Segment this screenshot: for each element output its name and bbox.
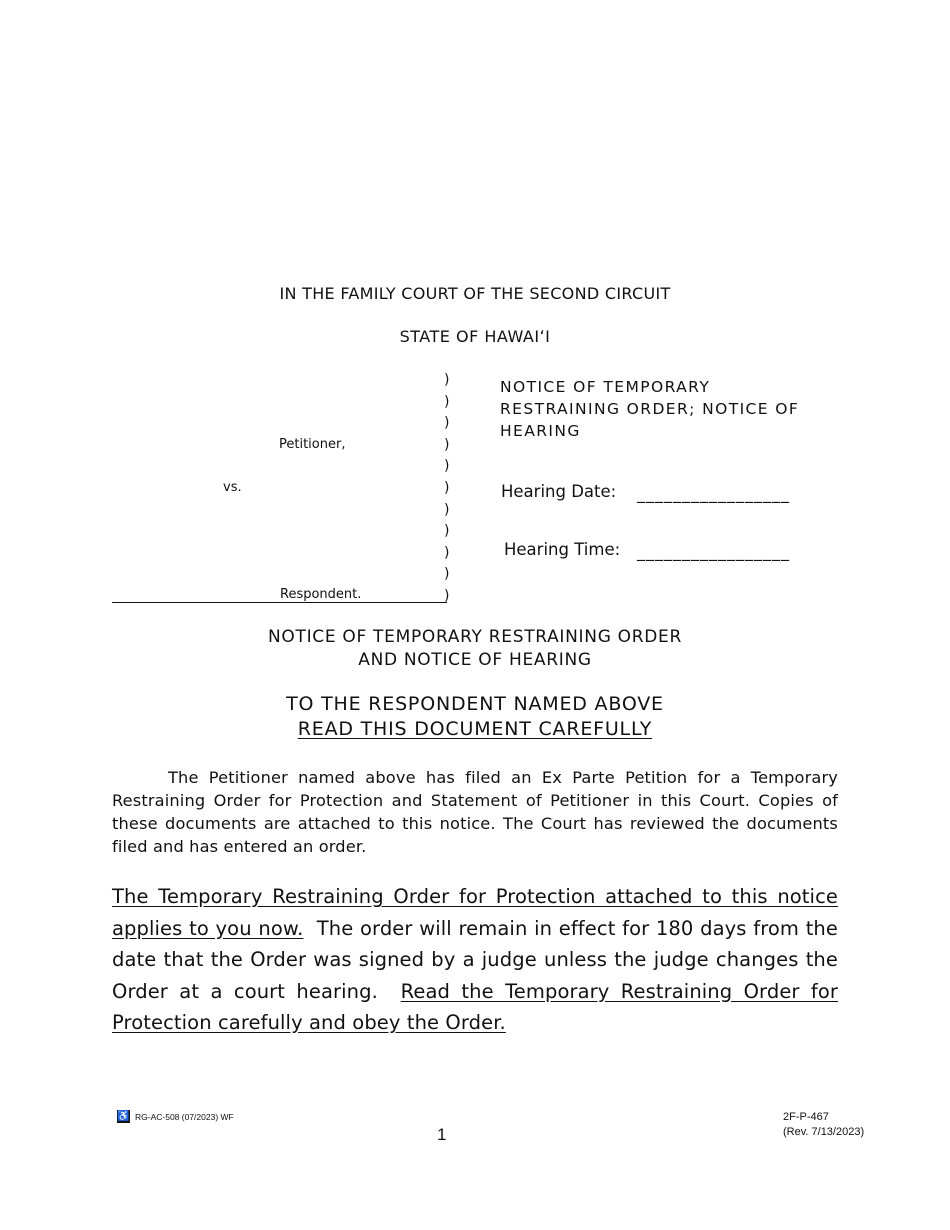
revision-text: (Rev. 7/13/2023) — [783, 1126, 865, 1138]
paren: ) — [444, 372, 450, 388]
paren: ) — [444, 587, 450, 604]
body-paragraph-2 — [112, 881, 845, 1039]
paren: ) — [444, 566, 450, 583]
hearing-time-label: Hearing Time: — [504, 540, 621, 559]
para2-underlined-start: The Temporary Restraining Order for Protection attached to this notice applies to you now. — [112, 885, 838, 940]
paren: ) — [444, 415, 450, 432]
caption-underline — [112, 602, 447, 603]
notice-title-line1: NOTICE OF TEMPORARY RESTRAINING ORDER — [267, 627, 683, 647]
hearing-time-field[interactable]: _________________ — [637, 542, 790, 561]
vs-label: vs. — [223, 480, 242, 495]
paren: ) — [444, 436, 450, 453]
form-number-text: 2F-P-467 — [783, 1111, 829, 1123]
footer-form-number — [783, 1110, 864, 1140]
read-carefully-heading — [0, 717, 950, 742]
notice-title — [0, 626, 950, 672]
hearing-date-field[interactable]: _________________ — [637, 484, 790, 503]
para2-middle: The order will remain in effect for 180 days from the date that the Order was signed by a judge unless the judge changes the Order at a court hearing. — [112, 916, 845, 1003]
notice-title-line2: AND NOTICE OF HEARING — [358, 650, 592, 670]
paren: ) — [444, 479, 450, 496]
hearing-date-label: Hearing Date: — [501, 482, 617, 501]
respondent-label: Respondent. — [280, 587, 362, 602]
to-respondent-heading: TO THE RESPONDENT NAMED ABOVE — [286, 693, 664, 715]
paren: ) — [444, 458, 450, 475]
accessibility-icon: ♿ — [117, 1110, 130, 1122]
para2-underlined-end: Read the Temporary Restraining Order for Protection carefully and obey the Order. — [112, 979, 839, 1034]
footer-form-code — [117, 1110, 234, 1123]
paren: ) — [444, 393, 450, 410]
body-paragraph-1: The Petitioner named above has filed an Ex Parte Petition for a Temporary Restraining Order for Protection and Statement of Petitioner in this Court. Copies of these documents are attached to this notice. The Court has reviewed the documents filed and has entered an order. — [112, 768, 838, 856]
petitioner-label: Petitioner, — [279, 437, 346, 452]
read-carefully-text: READ THIS DOCUMENT CAREFULLY — [297, 718, 653, 740]
state-heading: STATE OF HAWAIʻI — [399, 327, 551, 346]
page-number: 1 — [437, 1125, 447, 1144]
paren: ) — [444, 544, 450, 561]
paren: ) — [444, 523, 450, 540]
court-heading: IN THE FAMILY COURT OF THE SECOND CIRCUIT — [279, 284, 671, 303]
caption-document-title: NOTICE OF TEMPORARY RESTRAINING ORDER; NOTICE OF HEARING — [500, 378, 800, 440]
caption-parentheses — [444, 370, 458, 608]
paren: ) — [444, 501, 450, 518]
form-code-text: RG-AC-508 (07/2023) WF — [135, 1111, 234, 1122]
